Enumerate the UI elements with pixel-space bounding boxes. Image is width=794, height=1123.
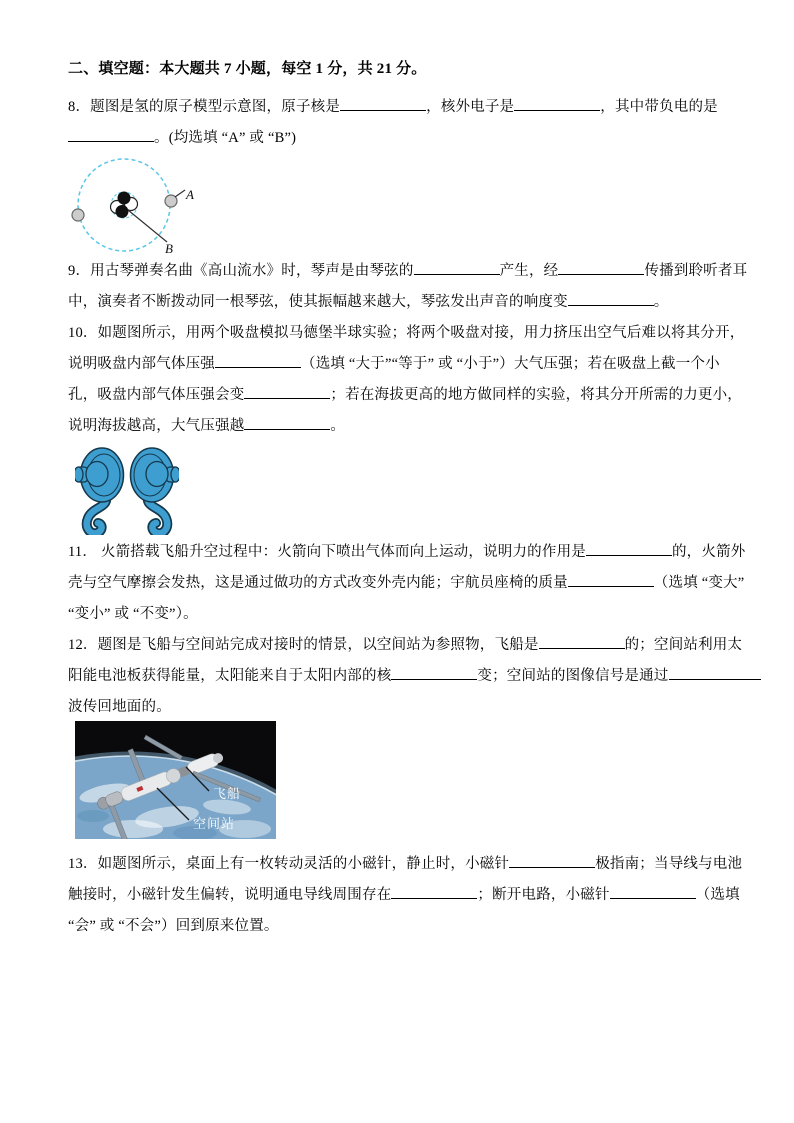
question-11: [68, 537, 746, 630]
question-text: 13．如题图所示，桌面上有一枚转动灵活的小磁针，静止时，小磁针: [68, 856, 510, 872]
question-text: 孔，吸盘内部气体压强会变: [68, 387, 245, 403]
question-text: 的；空间站利用太: [624, 637, 743, 653]
question-text: 传播到聆听者耳: [644, 263, 748, 279]
answer-blank: [558, 261, 644, 275]
question-text: 变；空间站的图像信号是通过: [477, 668, 669, 684]
question-8: [68, 92, 734, 154]
answer-blank: [391, 885, 477, 899]
question-text: （选填 “大于”“等于” 或 “小于”）大气压强；若在吸盘上截一个小: [301, 356, 720, 372]
spacecraft-label: 飞船: [213, 786, 242, 801]
answer-blank: [610, 885, 696, 899]
question-text: “会” 或 “不会”）回到原来位置。: [68, 918, 279, 934]
question-text: 阳能电池板获得能量，太阳能来自于太阳内部的核: [68, 668, 392, 684]
question-text: （选填 “变大”: [653, 575, 745, 591]
question-text: 壳与空气摩擦会发热，这是通过做功的方式改变外壳内能；宇航员座椅的质量: [68, 575, 568, 591]
question-text: 波传回地面的。: [68, 699, 171, 715]
space-station-figure: [75, 721, 276, 839]
question-text: ，核外电子是: [426, 99, 515, 115]
answer-blank: [568, 292, 654, 306]
question-text: 9．用古琴弹奏名曲《高山流水》时，琴声是由琴弦的: [68, 263, 414, 279]
question-text: “变小” 或 “不变”）。: [68, 606, 198, 622]
question-text: 的，火箭外: [671, 544, 746, 560]
answer-blank: [539, 635, 625, 649]
electron-left: [72, 209, 84, 221]
question-text: （选填: [695, 887, 740, 903]
label-a-leader-line: [175, 190, 185, 197]
suction-cup: [131, 448, 180, 533]
answer-blank: [244, 385, 330, 399]
question-text: 说明海拔越高，大气压强越: [68, 418, 245, 434]
question-text: ；若在海拔更高的地方做同样的实验，将其分开所需的力更小，: [330, 387, 743, 403]
suction-cup: [75, 448, 124, 533]
space-station-svg: [75, 721, 276, 839]
suction-cups-svg: [75, 442, 179, 535]
section-header: 二、填空题：本大题共 7 小题，每空 1 分，共 21 分。: [68, 61, 427, 77]
question-10: [68, 318, 745, 442]
question-text: 12．题图是飞船与空间站完成对接时的情景，以空间站为参照物，飞船是: [68, 637, 539, 653]
question-text: ；断开电路，小磁针: [477, 887, 610, 903]
question-text: 10．如题图所示，用两个吸盘模拟马德堡半球实验；将两个吸盘对接，用力挤压出空气后难以将其分开，: [68, 325, 745, 341]
answer-blank: [391, 666, 477, 680]
question-text: 产生，经: [499, 263, 559, 279]
answer-blank: [669, 666, 761, 680]
question-text: 触接时，小磁针发生偏转，说明通电导线周围存在: [68, 887, 392, 903]
question-text: ，其中带负电的是: [600, 99, 718, 115]
station-label: 空间站: [193, 816, 236, 831]
answer-blank: [244, 416, 330, 430]
question-text: 11． 火箭搭载飞船升空过程中：火箭向下喷出气体而向上运动，说明力的作用是: [68, 544, 586, 560]
answer-blank: [215, 354, 301, 368]
answer-blank: [509, 854, 595, 868]
question-text: 。: [653, 294, 669, 310]
answer-blank: [514, 97, 600, 111]
label-b: B: [165, 241, 173, 254]
question-9: [68, 256, 748, 318]
question-text: 。(均选填 “A” 或 “B”): [154, 130, 297, 146]
answer-blank: [414, 261, 500, 275]
question-text: 极指南；当导线与电池: [595, 856, 743, 872]
answer-blank: [68, 128, 154, 142]
label-a: A: [186, 187, 194, 202]
question-12: [68, 630, 743, 723]
question-text: 8．题图是氢的原子模型示意图，原子核是: [68, 99, 341, 115]
answer-blank: [340, 97, 426, 111]
question-text: 说明吸盘内部气体压强: [68, 356, 215, 372]
question-13: [68, 849, 743, 942]
question-text: 中，演奏者不断拨动同一根琴弦，使其振幅越来越大，琴弦发出声音的响度变: [68, 294, 568, 310]
answer-blank: [586, 542, 672, 556]
label-b-leader-line: [128, 210, 167, 242]
question-text: 。: [330, 418, 346, 434]
answer-blank: [568, 573, 654, 587]
suction-cups-figure: [75, 442, 179, 535]
atom-model-svg: [69, 154, 201, 254]
atom-model-figure: [69, 154, 201, 254]
